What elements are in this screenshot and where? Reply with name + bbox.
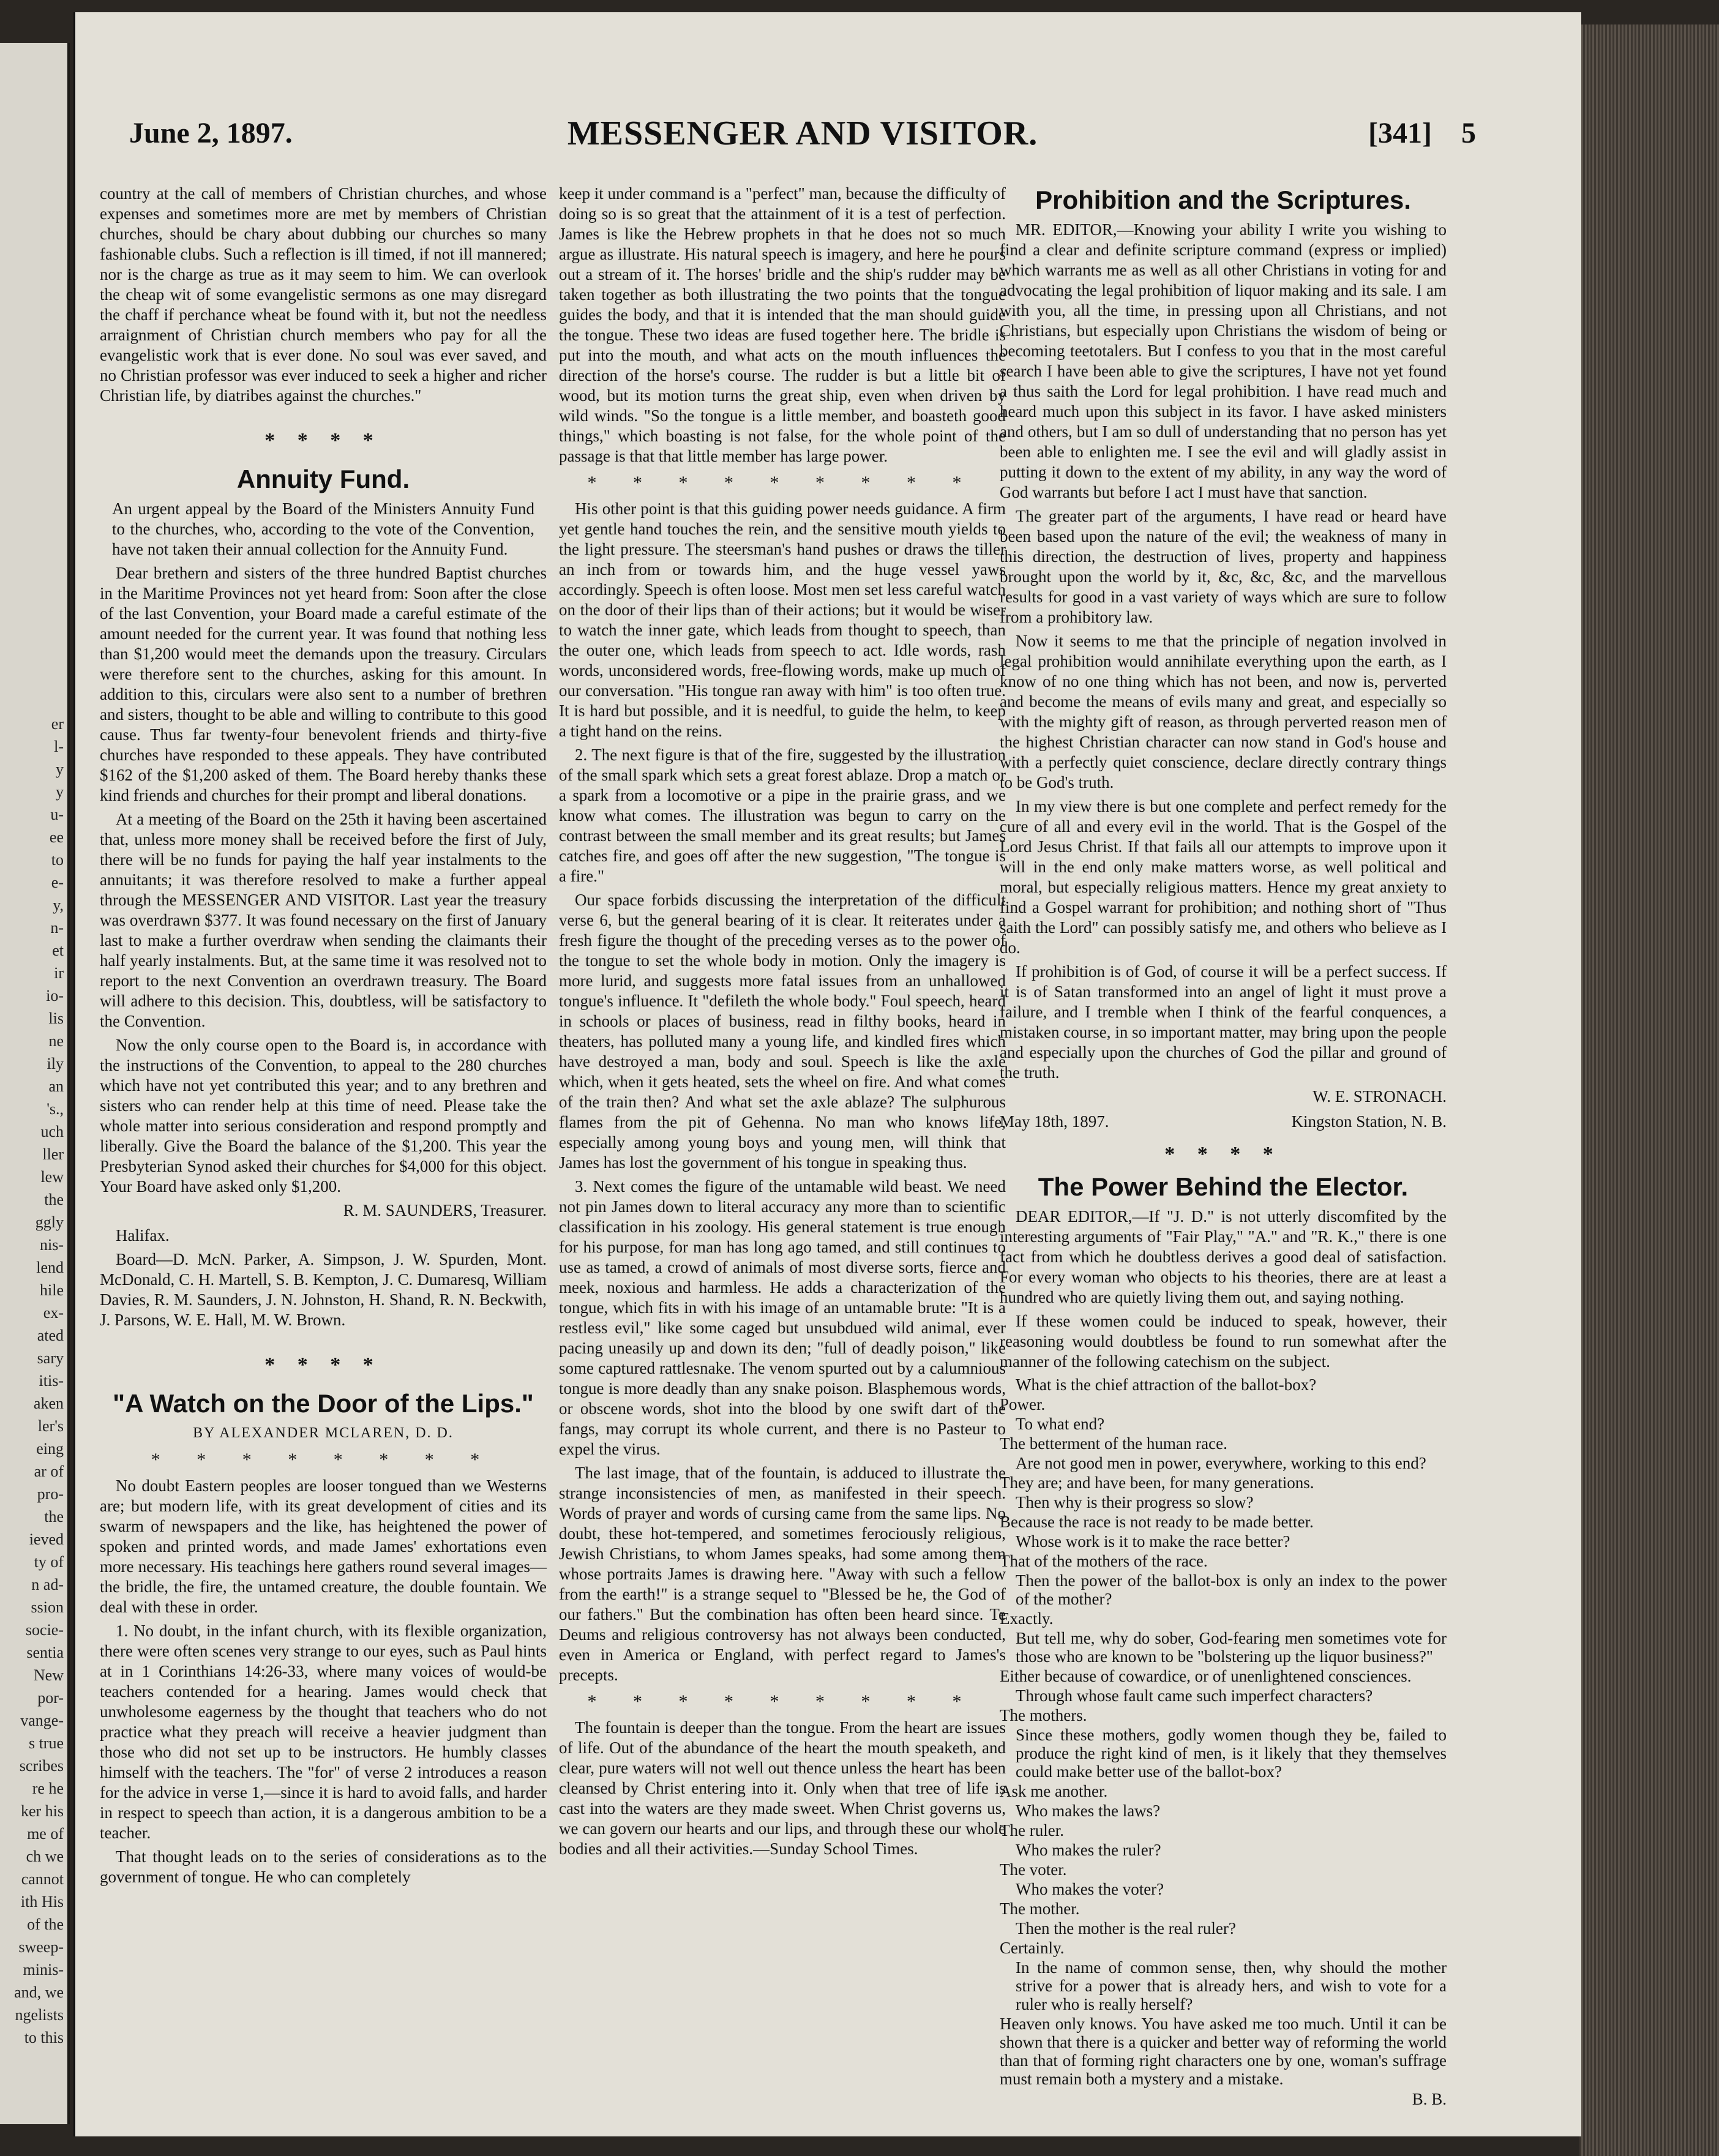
fragment-text: itis-: [39, 1372, 64, 1390]
catechism-line: That of the mothers of the race.: [1000, 1552, 1208, 1570]
fragment-text: io-: [46, 987, 64, 1005]
fragment-text: sweep-: [18, 1938, 64, 1956]
adjacent-page-fragment: [0, 43, 70, 2124]
fragment-text: of the: [27, 1915, 64, 1933]
catechism-line: Through whose fault came such imperfect characters?: [1016, 1686, 1373, 1705]
masthead: [129, 110, 1476, 165]
fragment-text: 's.,: [47, 1100, 64, 1118]
annuity-place: Halifax.: [116, 1226, 170, 1245]
catechism-line: Ask me another.: [1000, 1782, 1108, 1800]
catechism-line: The ruler.: [1000, 1821, 1064, 1840]
catechism-line: Who makes the laws?: [1016, 1802, 1161, 1820]
section-divider: * * * * * * * * *: [587, 473, 978, 493]
watch-paragraph: No doubt Eastern peoples are looser tongued than we Westerns are; but modern life, with its great development of cities and its swarm of newspapers and the like, has heightened the power of spoken and printed words, and made James' exhortations even more necessary. His teachings here gathers round several images—the bridle, the fire, the untamed creature, the double fountain. We deal with these in order.: [100, 1477, 547, 1616]
fragment-text: ex-: [43, 1304, 64, 1322]
catechism-line: But tell me, why do sober, God-fearing men sometimes vote for those who are known to be "bolstering up the liquor business?": [1016, 1629, 1447, 1666]
catechism-line: Heaven only knows. You have asked me too much. Until it can be shown that there is a quicker and better way of reforming the world than that of forming right characters one by one, woman's suffrage must remain both a mystery and a mistake.: [1000, 2015, 1447, 2088]
catechism-line: Since these mothers, godly women though they be, failed to produce the right kind of men, is it likely that they themselves could make better use of the ballot-box?: [1016, 1726, 1447, 1781]
catechism-line: Because the race is not ready to be made better.: [1000, 1513, 1314, 1531]
fragment-text: and, we: [14, 1983, 64, 2001]
section-divider: * * * *: [264, 429, 382, 452]
catechism-list: [1000, 1376, 1447, 2088]
annuity-paragraph: Dear brethern and sisters of the three hundred Baptist churches in the Maritime Provinces not yet heard from: Soon after the close of the last Convention, your Board made a careful estimate of the amount needed for the current year. It was found that nothing less than $1,200 would meet the demands upon the treasury. Circulars were therefore sent to the churches, asking for this amount. In addition to this, circulars were also sent to a number of brethren and sisters, thought to be able and willing to contribute to this good cause. Thus far twenty-four benevolent friends and thirty-five churches have responded to these appeals. They have contributed $162 of the $1,200 asked of them. The Board hereby thanks these kind friends and churches for their prompt and liberal donations.: [100, 564, 547, 804]
fragment-text: ngelists: [15, 2006, 64, 2024]
fragment-text: re he: [32, 1780, 64, 1797]
catechism-line: The betterment of the human race.: [1000, 1434, 1227, 1453]
watch-paragraph: 1. No doubt, in the infant church, with its flexible organization, there were often scenes very strange to our eyes, such as Paul hints at in 1 Corinthians 14:26-33, where many voices of would-be teachers contended for a hearing. James would check that unwholesome eagerness by the thought that teachers who do not practice what they preach will receive a heavier judgment than those who did not set up to be instructors. He humbly classes himself with the teachers. The "for" of verse 2 introduces a reason for the advice in verse 1,—since it is hard to avoid falls, and harder in respect to speech than action, it is a dangerous ambition to be a teacher.: [100, 1622, 547, 1842]
prohibition-heading: Prohibition and the Scriptures.: [1035, 185, 1411, 214]
prohibition-paragraph: MR. EDITOR,—Knowing your ability I write you wishing to find a clear and definite scripture command (express or implied) which warrants me as well as all other Christians in voting for and advocating the legal prohibition of liquor making and its sale. I am with you, all the time, in pressing upon all Christians, and not Christians, but especially upon Christians the wisdom of being or becoming teetotalers. But I confess to you that in the most careful search I have been able to give the scriptures, I have not yet found a thus saith the Lord for legal prohibition. I have read much and heard much upon this subject in its favor. I have asked ministers and others, but I am so dull of understanding that no person has yet been able to enlighten me. I see the evil and will gladly assist in putting it down to the extent of my ability, in any way the word of God warrants but before I act I must have that sanction.: [1000, 220, 1447, 501]
fragment-text: nis-: [40, 1236, 64, 1254]
catechism-line: Exactly.: [1000, 1609, 1054, 1628]
catechism-line: Then the power of the ballot-box is only an index to the power of the mother?: [1016, 1571, 1447, 1608]
fragment-text: ty of: [34, 1553, 64, 1571]
catechism-line: Power.: [1000, 1395, 1046, 1413]
fragment-text: ne: [48, 1032, 64, 1050]
column-1: [100, 184, 547, 2026]
fragment-text: et: [52, 941, 64, 959]
fragment-text: sary: [37, 1349, 64, 1367]
fragment-text: ee: [49, 828, 64, 846]
catechism-line: Who makes the voter?: [1016, 1880, 1164, 1898]
annuity-paragraph: Now the only course open to the Board is, in accordance with the instructions of the Convention, to appeal to the 280 churches which have not yet contributed this year; and to any brethren and sisters who can render help at this time of need. Please take the whole matter into serious consideration and respond promptly and liberally. Give the Board the balance of the $1,200. This year the Presbyterian Synod asked their churches for $4,000 for this object. Your Board have asked only $1,200.: [100, 1036, 547, 1196]
fragment-text: y,: [53, 896, 64, 914]
annuity-board-list: Board—D. McN. Parker, A. Simpson, J. W. Spurden, Mont. McDonald, C. H. Martell, S. B. Kempton, J. C. Dumaresq, William Davies, R. M. Saunders, J. N. Johnston, H. Shand, R. N. Beckwith, J. Parsons, W. E. Hall, M. W. Brown.: [100, 1250, 547, 1329]
prohibition-paragraph: If prohibition is of God, of course it will be a perfect success. If it is of Satan transformed into an angel of light it must prove a failure, and I tremble when I think of the fearful conquences, a mistaken course, in so important matter, may bring upon the people and especially upon the churches of God the pillar and ground of the truth.: [1000, 962, 1447, 1082]
power-signature: B. B.: [1412, 2090, 1447, 2108]
column-3: [1000, 184, 1447, 2108]
catechism-line: Then why is their progress so slow?: [1016, 1493, 1254, 1511]
prohibition-paragraph: Now it seems to me that the principle of negation involved in legal prohibition would annihilate everything upon the earth, as I know of no one thing which has not been, and now is, perverted and become the means of evils many and great, and especially so with the mighty gift of reason, as through perverted reason men of the highest Christian character can now stand in God's house and with a perfectly quiet conscience, declare directly contrary things to be God's truth.: [1000, 632, 1447, 792]
fragment-text: sentia: [26, 1644, 64, 1661]
watch-byline: BY ALEXANDER MCLAREN, D. D.: [193, 1425, 454, 1441]
catechism-line: The mothers.: [1000, 1706, 1087, 1724]
fragment-text: ith His: [20, 1893, 64, 1911]
fragment-text: to this: [24, 2029, 64, 2046]
fragment-text: New: [33, 1666, 64, 1684]
catechism-line: The mother.: [1000, 1900, 1080, 1918]
fragment-text: lis: [48, 1009, 64, 1027]
article-paragraph: keep it under command is a "perfect" man, because the difficulty of doing so is so great that the attainment of it is a test of perfection. James is like the Hebrew prophets in that he does not so much argue as illustrate. His natural speech is imagery, and here he pours out a stream of it. The horses' bridle and the ship's rudder may be taken together as both illustrating the two points that the tongue guides the body, and that it is intended that the man should guide the tongue. These two ideas are fused together here. The bridle is put into the mouth, and what acts on the mouth influences the direction of the horse's course. The rudder is but a little bit of wood, but its motion turns the great ship, even when driven by wild winds. "So the tongue is a little member, and boasteth good things," which boasting is not false, for the whole point of the passage is that that little member has large power.: [559, 184, 1006, 465]
fragment-text: eing: [36, 1440, 64, 1458]
fragment-text: e-: [51, 874, 64, 891]
power-heading: The Power Behind the Elector.: [1038, 1172, 1409, 1201]
article-paragraph: His other point is that this guiding power needs guidance. A firm yet gentle hand touches the rein, and the sensitive mouth yields to the light pressure. The steersman's hand pushes or draws the tiller an inch from or towards him, and the huge vessel yaws accordingly. Speech is often loose. Most men set less careful watch on the door of their lips than of their actions; but it would be wiser to watch the inner gate, which leads from thought to speech, than the outer one, which leads from speech to act. Idle words, rash words, unconsidered words, free-flowing words, make up much of our conversation. "His tongue ran away with him" is too often true. It is hard but possible, and it is needful, to guide the helm, to keep a tight hand on the reins.: [559, 500, 1006, 740]
prohibition-dateline: [1000, 1112, 1447, 1132]
fragment-text: lew: [40, 1168, 64, 1186]
fragment-text: y: [56, 760, 64, 778]
section-divider: * * * *: [1164, 1143, 1282, 1166]
catechism-line: They are; and have been, for many generations.: [1000, 1473, 1314, 1492]
fragment-text: the: [44, 1191, 64, 1208]
fragment-text: minis-: [23, 1961, 64, 1978]
fragment-text: to: [51, 851, 64, 869]
prohibition-signature: W. E. STRONACH.: [1313, 1087, 1447, 1106]
prohibition-paragraph: In my view there is but one complete and perfect remedy for the cure of all and every evil in the world. That is the Gospel of the Lord Jesus Christ. If that fails all our attempts to improve upon it will in the end only make matters worse, as well political and moral, but especially religious matters. Hence my great anxiety to find a Gospel warrant for prohibition; and nothing short of "Thus saith the Lord" can possibly satisfy me, and others who believe as I do.: [1000, 797, 1447, 957]
prohibition-paragraph: The greater part of the arguments, I have read or heard have been based upon the nature of the evil; the weakness of many in this direction, the destruction of lives, property and happiness brought upon the world by it, &c, &c, &c, and the marvellous results for good in a vast variety of ways which are sure to follow from a prohibitory law.: [1000, 507, 1447, 626]
annuity-paragraph: At a meeting of the Board on the 25th it having been ascertained that, unless more money shall be received before the first of July, there will be no funds for paying the half year instalments to the annuitants; it was therefore resolved to make a further appeal through the MESSENGER AND VISITOR. Last year the treasury was overdrawn $377. It was found necessary on the first of January last to make a further overdraw when sending the claimants their half yearly instalments. But, at the same time it was resolved not to report to the next Convention an overdrawn treasury. The Board will adhere to this decision. This, doubtless, will be satisfactory to the Convention.: [100, 810, 547, 1030]
catechism-line: Who makes the ruler?: [1016, 1841, 1161, 1859]
fragment-text: socie-: [25, 1621, 64, 1639]
column-2: [559, 184, 1006, 2026]
catechism-line: Are not good men in power, everywhere, working to this end?: [1016, 1454, 1426, 1472]
article-paragraph: 3. Next comes the figure of the untamable wild beast. We need not pin James down to literal accuracy any more than to scientific classification in his zoology. His general statement is true enough for his purpose, for man has long ago tamed, and still continues to use as tamed, a crowd of animals of most diverse sorts, fierce and meek, noxious and harmless. He adds a characterization of the tongue, which fits in with his image of an untamable brute: "It is a restless evil," like some caged but unsubdued wild animal, ever pacing uneasily up and down its den; "full of deadly poison," like some captured rattlesnake. The venom spurted out by a calumnious tongue is more deadly than any snake poison. Blasphemous words, or obscene words, shot into the blood by one swift dart of the fangs, may corrupt its whole current, and there is no Pasteur to expel the virus.: [559, 1177, 1006, 1458]
catechism-line: The voter.: [1000, 1860, 1067, 1879]
fragment-text: u-: [50, 806, 64, 823]
fragment-text: ar of: [34, 1462, 64, 1480]
page-number: [341] 5: [1368, 117, 1476, 149]
fragment-text: the: [44, 1508, 64, 1525]
fragment-text: ker his: [20, 1802, 64, 1820]
catechism-line: Certainly.: [1000, 1939, 1065, 1957]
catechism-line: To what end?: [1016, 1415, 1105, 1433]
fragment-text: pro-: [37, 1485, 64, 1503]
intro-paragraph: country at the call of members of Christian churches, and whose expenses and sometimes more are met by members of Christian churches, should be chary about dubbing our churches so many fashionable clubs. Such a reflection is ill timed, if not ill mannered; nor is the charge as true as it may seem to him. We can overlook the cheap wit of some evangelistic sermons as one may disregard the chaff if perchance wheat be found with it, but not the needless arraignment of Christian church members who pay for all the evangelistic work that is ever done. No soul was ever saved, and no Christian professor was ever induced to seek a higher and richer Christian life, by diatribes against the churches.": [100, 184, 547, 405]
fragment-text: n ad-: [31, 1576, 64, 1593]
article-paragraph: 2. The next figure is that of the fire, suggested by the illustration of the small spark which sets a great forest ablaze. Drop a match or a spark from a locomotive or a pipe in the prairie grass, and we know what comes. The illustration was begun to carry on the contrast between the small member and its great results; but James catches fire, and goes off after the new suggestion, "The tongue is a fire.": [559, 746, 1006, 885]
power-paragraph: DEAR EDITOR,—If "J. D." is not utterly discomfited by the interesting arguments of "Fair Play," "A." and "R. K.," there is one fact from which he doubtless derives a good deal of satisfaction. For every woman who objects to his theories, there are at least a hundred who are quietly living them out, and saying nothing.: [1000, 1207, 1447, 1306]
fragment-text: me of: [27, 1825, 64, 1843]
fragment-text: ller: [42, 1145, 64, 1163]
fragment-text: ily: [47, 1055, 64, 1072]
fragment-text: ir: [54, 964, 64, 982]
issue-date: June 2, 1897.: [129, 117, 293, 149]
catechism-line: In the name of common sense, then, why should the mother strive for a power that is already hers, and wish to vote for a ruler who is really herself?: [1016, 1958, 1447, 2013]
fragment-text: ch we: [26, 1847, 64, 1865]
power-paragraph: If these women could be induced to speak, however, their reasoning would doubtless be found to run somewhat after the manner of the following catechism on the subject.: [1000, 1312, 1447, 1371]
watch-paragraph: That thought leads on to the series of considerations as to the government of tongue. He who can completely: [100, 1847, 547, 1886]
fragment-text: ssion: [31, 1598, 64, 1616]
section-divider: * * * * * * * *: [151, 1450, 496, 1470]
fragment-text: por-: [37, 1689, 64, 1707]
fragment-text: aken: [33, 1394, 64, 1412]
fragment-text: vange-: [20, 1712, 64, 1729]
fragment-text: uch: [40, 1123, 64, 1140]
prohibition-place: Kingston Station, N. B.: [1291, 1112, 1447, 1131]
catechism-line: Then the mother is the real ruler?: [1016, 1919, 1236, 1937]
fragment-text: lend: [36, 1259, 64, 1276]
fragment-text: ated: [37, 1327, 64, 1344]
section-divider: * * * * * * * * *: [587, 1691, 978, 1712]
fragment-text: l-: [54, 738, 64, 755]
fragment-text: ggly: [35, 1213, 64, 1231]
fragment-text: y: [56, 783, 64, 801]
fragment-text: an: [48, 1077, 64, 1095]
article-paragraph: The fountain is deeper than the tongue. From the heart are issues of life. Out of the abundance of the heart the mouth speaketh, and clear, pure waters will not well out thence unless the heart has been cleansed by Christ entering into it. Only when that tree of life is cast into the waters are they made sweet. When Christ governs us, we can govern our hearts and our lips, and through these our whole bodies and all their activities.—Sunday School Times.: [559, 1718, 1006, 1858]
section-divider: * * * *: [264, 1353, 382, 1376]
annuity-fund-heading: Annuity Fund.: [236, 465, 410, 493]
fragment-text: er: [51, 715, 64, 733]
fragment-text: cannot: [21, 1870, 64, 1888]
newspaper-title: MESSENGER AND VISITOR.: [567, 114, 1038, 152]
annuity-signature: R. M. SAUNDERS, Treasurer.: [343, 1201, 547, 1219]
article-paragraph: Our space forbids discussing the interpretation of the difficult verse 6, but the general bearing of it is clear. It reiterates under a fresh figure the thought of the preceding verses as to the power of the tongue to set the whole body in motion. Only the imagery is more lurid, and suggests more fatal issues from an unhallowed tongue's influence. It "defileth the whole body." Foul speech, heard in schools or places of business, read in filthy books, heard in theaters, has polluted many a young life, and kindled fires which have destroyed a man, body and soul. Speech is like the axle which, when it gets heated, sets the wheel on fire. And what comes of the train then? And what set the axle ablaze? The sulphurous flames from the pit of Gehenna. No man who knows life, especially among young boys and young men, will think that James has lost the government of his tongue in speaking thus.: [559, 891, 1006, 1172]
book-page-edges: [1579, 24, 1719, 2156]
watch-heading: "A Watch on the Door of the Lips.": [113, 1389, 534, 1418]
annuity-subheading: An urgent appeal by the Board of the Ministers Annuity Fund to the churches, who, according to the vote of the Convention, have not taken their annual collection for the Annuity Fund.: [112, 500, 534, 558]
catechism-line: What is the chief attraction of the ballot-box?: [1016, 1376, 1317, 1394]
fragment-text: hile: [40, 1281, 64, 1299]
catechism-line: Whose work is it to make the race better?: [1016, 1532, 1290, 1551]
fragment-text: scribes: [19, 1757, 64, 1775]
article-paragraph: The last image, that of the fountain, is adduced to illustrate the strange inconsistencies of men, as manifested in their speech. Words of prayer and words of cursing came from the same lips. No doubt, these hot-tempered, and sometimes ferociously religious, Jewish Christians, to whom James speaks, had some among them whose portraits James is drawing here. "Away with such a fellow from the earth!" is a strange sequel to "Blessed be he, the God of our fathers." But the combination has often been heard since. Te Deums and religious controversy has not always been conducted, even in America or England, with perfect regard to James's precepts.: [559, 1464, 1006, 1684]
fragment-text: ler's: [37, 1417, 64, 1435]
fragment-text: s true: [28, 1734, 64, 1752]
prohibition-date: May 18th, 1897.: [1000, 1112, 1109, 1131]
fragment-text: ieved: [29, 1530, 64, 1548]
newspaper-page: [73, 12, 1581, 2136]
catechism-line: Either because of cowardice, or of unenlightened consciences.: [1000, 1667, 1412, 1685]
fragment-text: n-: [50, 919, 64, 937]
